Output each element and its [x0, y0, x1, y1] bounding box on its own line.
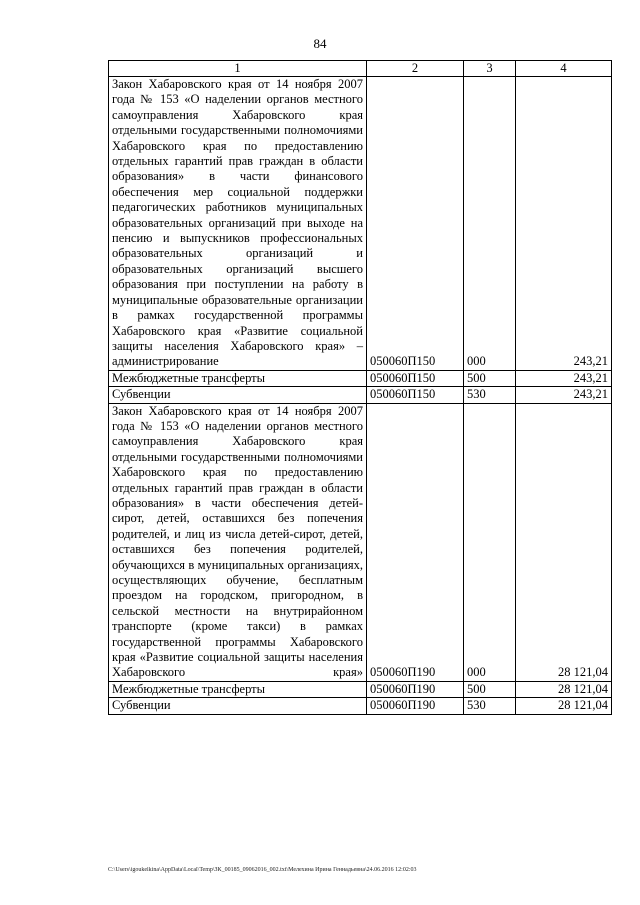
- row-target-code: 050060П190: [367, 698, 464, 714]
- row-target-code: 050060П190: [367, 681, 464, 697]
- column-header-4: 4: [516, 61, 612, 77]
- row-amount: 243,21: [516, 370, 612, 386]
- row-description: Закон Хабаровского края от 14 ноября 2007 года № 153 «О наделении органов местного самоуправления Хабаровского края отдельными государственными полномочиями Хабаровского края по предоставлению отдельных гарантий прав граждан в области образования» в части финансового обеспечения мер социальной поддержки педагогических работников муниципальных образовательных организаций при выходе на пенсию и выпускников профессиональных образовательных организаций и образовательных организаций высшего образования при поступлении на работу в муниципальные образовательные организации в рамках государственной программы Хабаровского края «Развитие социальной защиты населения Хабаровского края» – администрирование: [109, 77, 367, 371]
- column-header-2: 2: [367, 61, 464, 77]
- column-header-1: 1: [109, 61, 367, 77]
- row-description: Субвенции: [109, 698, 367, 714]
- row-amount: 28 121,04: [516, 403, 612, 681]
- row-expense-type: 000: [464, 77, 516, 371]
- row-description: Субвенции: [109, 387, 367, 403]
- row-expense-type: 530: [464, 698, 516, 714]
- footer-file-path: C:\Users\igoukelkina\AppData\Local\Temp\ЗК_00185_09062016_002.txt\Мелехина Ирина Геннадьевна\24.06.2016 12:02:03: [108, 867, 417, 873]
- row-amount: 243,21: [516, 77, 612, 371]
- row-target-code: 050060П190: [367, 403, 464, 681]
- row-target-code: 050060П150: [367, 387, 464, 403]
- table-row: [109, 681, 612, 697]
- row-amount: 243,21: [516, 387, 612, 403]
- table-row: [109, 370, 612, 386]
- row-expense-type: 000: [464, 403, 516, 681]
- table-row: [109, 698, 612, 714]
- row-target-code: 050060П150: [367, 370, 464, 386]
- row-expense-type: 500: [464, 370, 516, 386]
- row-description: Закон Хабаровского края от 14 ноября 2007 года № 153 «О наделении органов местного самоуправления Хабаровского края отдельными государственными полномочиями Хабаровского края по предоставлению отдельных гарантий прав граждан в области образования» в части обеспечения детей-сирот, детей, оставшихся без попечения родителей, и лиц из числа детей-сирот, детей, оставшихся без попечения родителей, обучающихся в муниципальных организациях, осуществляющих обучение, бесплатным проездом на городском, пригородном, в сельской местности на внутрирайонном транспорте (кроме такси) в рамках государственной программы Хабаровского края «Развитие социальной защиты населения Хабаровского края»: [109, 403, 367, 681]
- table-row: [109, 77, 612, 371]
- row-target-code: 050060П150: [367, 77, 464, 371]
- table-row: [109, 403, 612, 681]
- row-expense-type: 530: [464, 387, 516, 403]
- table-row: [109, 387, 612, 403]
- row-expense-type: 500: [464, 681, 516, 697]
- page-number: 84: [313, 36, 327, 51]
- row-amount: 28 121,04: [516, 698, 612, 714]
- budget-table: [108, 60, 612, 715]
- column-header-3: 3: [464, 61, 516, 77]
- row-description: Межбюджетные трансферты: [109, 370, 367, 386]
- table-header-row: [109, 61, 612, 77]
- row-amount: 28 121,04: [516, 681, 612, 697]
- row-description: Межбюджетные трансферты: [109, 681, 367, 697]
